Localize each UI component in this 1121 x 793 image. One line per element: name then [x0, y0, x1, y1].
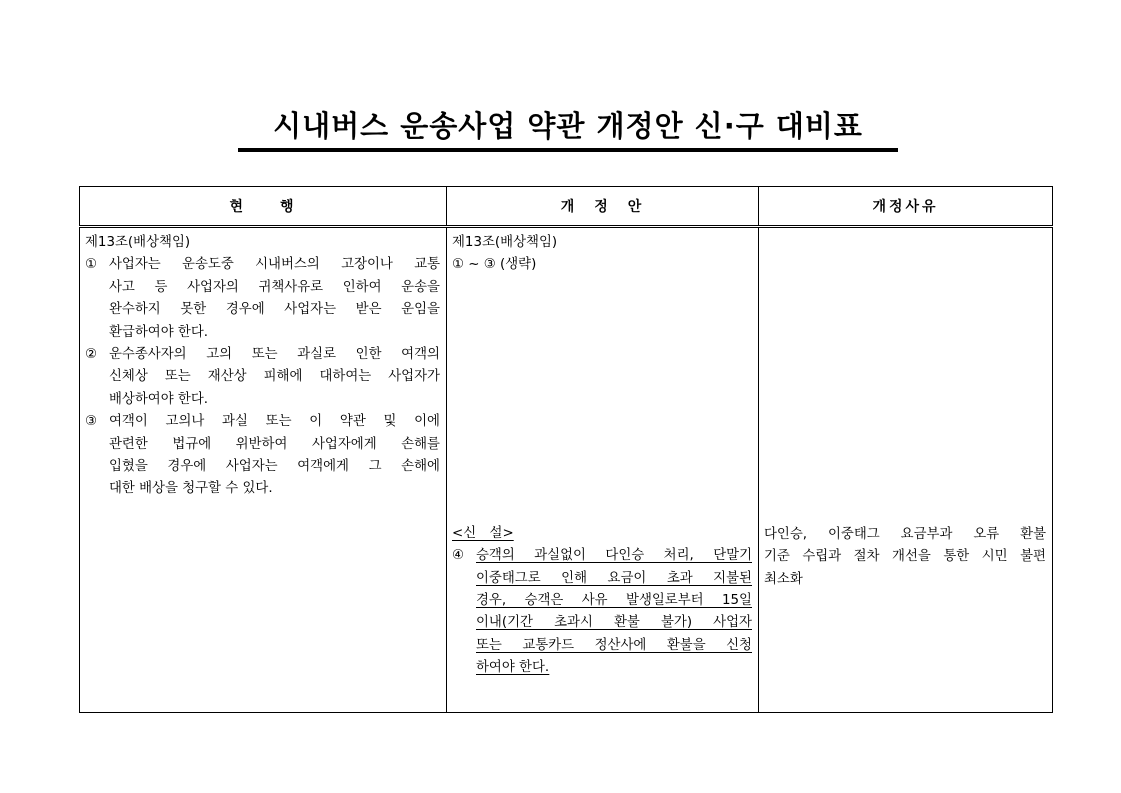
- header-proposed: 개 정 안: [447, 187, 759, 227]
- text-line: 입혔을 경우에 사업자는 여객에게 그 손해에: [109, 459, 440, 475]
- title-double-underline: [238, 150, 898, 152]
- current-cell: [80, 227, 447, 713]
- item-number: ②: [85, 347, 98, 363]
- header-reason: 개정사유: [759, 187, 1053, 227]
- title-block: [238, 106, 898, 150]
- text-line: 여객이 고의나 과실 또는 이 약관 및 이에: [109, 414, 440, 430]
- text-line: 신체상 또는 재산상 피해에 대하여는 사업자가: [109, 369, 440, 385]
- text-line: 배상하여야 한다.: [109, 391, 209, 407]
- text-line: 환급하여야 한다.: [109, 324, 209, 340]
- text-line: 이중태그로 인해 요금이 초과 지불된: [476, 570, 752, 586]
- text-line: 대한 배상을 청구할 수 있다.: [109, 481, 273, 497]
- current-item-3: [85, 411, 440, 501]
- reason-text: [764, 524, 1046, 591]
- item-number: ③: [85, 414, 98, 430]
- text-line: 경우, 승객은 사유 발생일로부터 15일: [476, 593, 752, 609]
- current-item-2: [85, 344, 440, 411]
- text-line: 사업자는 운송도중 시내버스의 고장이나 교통: [109, 257, 440, 273]
- item-number: ①: [85, 257, 98, 273]
- header-current: 현 행: [80, 187, 447, 227]
- item-number: ④: [452, 548, 465, 564]
- text-line: 완수하지 못한 경우에 사업자는 받은 운임을: [109, 302, 440, 318]
- text-line: 관련한 법규에 위반하여 사업자에게 손해를: [109, 436, 440, 452]
- proposed-cell: [447, 227, 759, 713]
- page-title: 시내버스 운송사업 약관 개정안 신·구 대비표: [238, 106, 898, 150]
- table-body-row: [80, 227, 1053, 713]
- comparison-table: [79, 186, 1053, 713]
- new-provision-label: <신 설>: [452, 525, 514, 541]
- proposed-item-4: [452, 545, 752, 679]
- text-line: 사고 등 사업자의 귀책사유로 인하여 운송을: [109, 279, 440, 295]
- spacer: [452, 277, 752, 523]
- text-line: 운수종사자의 고의 또는 과실로 인한 여객의: [109, 347, 440, 363]
- spacer: [764, 232, 1046, 524]
- text-line: 승객의 과실없이 다인승 처리, 단말기: [476, 548, 752, 564]
- current-item-1: [85, 254, 440, 344]
- proposed-article-title: 제13조(배상책임): [452, 235, 558, 250]
- proposed-omitted-items: ① ~ ③ (생략): [452, 257, 537, 273]
- text-line: 최소화: [764, 571, 803, 587]
- item-text: [109, 411, 440, 501]
- text-line: 다인승, 이중태그 요금부과 오류 환불: [764, 527, 1046, 542]
- current-article-title: 제13조(배상책임): [85, 235, 191, 250]
- reason-cell: [759, 227, 1053, 713]
- item-text: [109, 254, 440, 344]
- text-line: 기준 수립과 절차 개선을 통한 시민 불편: [764, 549, 1046, 565]
- text-line: 하여야 한다.: [476, 660, 550, 676]
- text-line: 이내(기간 초과시 환불 불가) 사업자: [476, 615, 752, 631]
- text-line: 또는 교통카드 정산사에 환불을 신청: [476, 637, 752, 653]
- item-text: [476, 545, 752, 679]
- item-text: [109, 344, 440, 411]
- table-header-row: [80, 187, 1053, 227]
